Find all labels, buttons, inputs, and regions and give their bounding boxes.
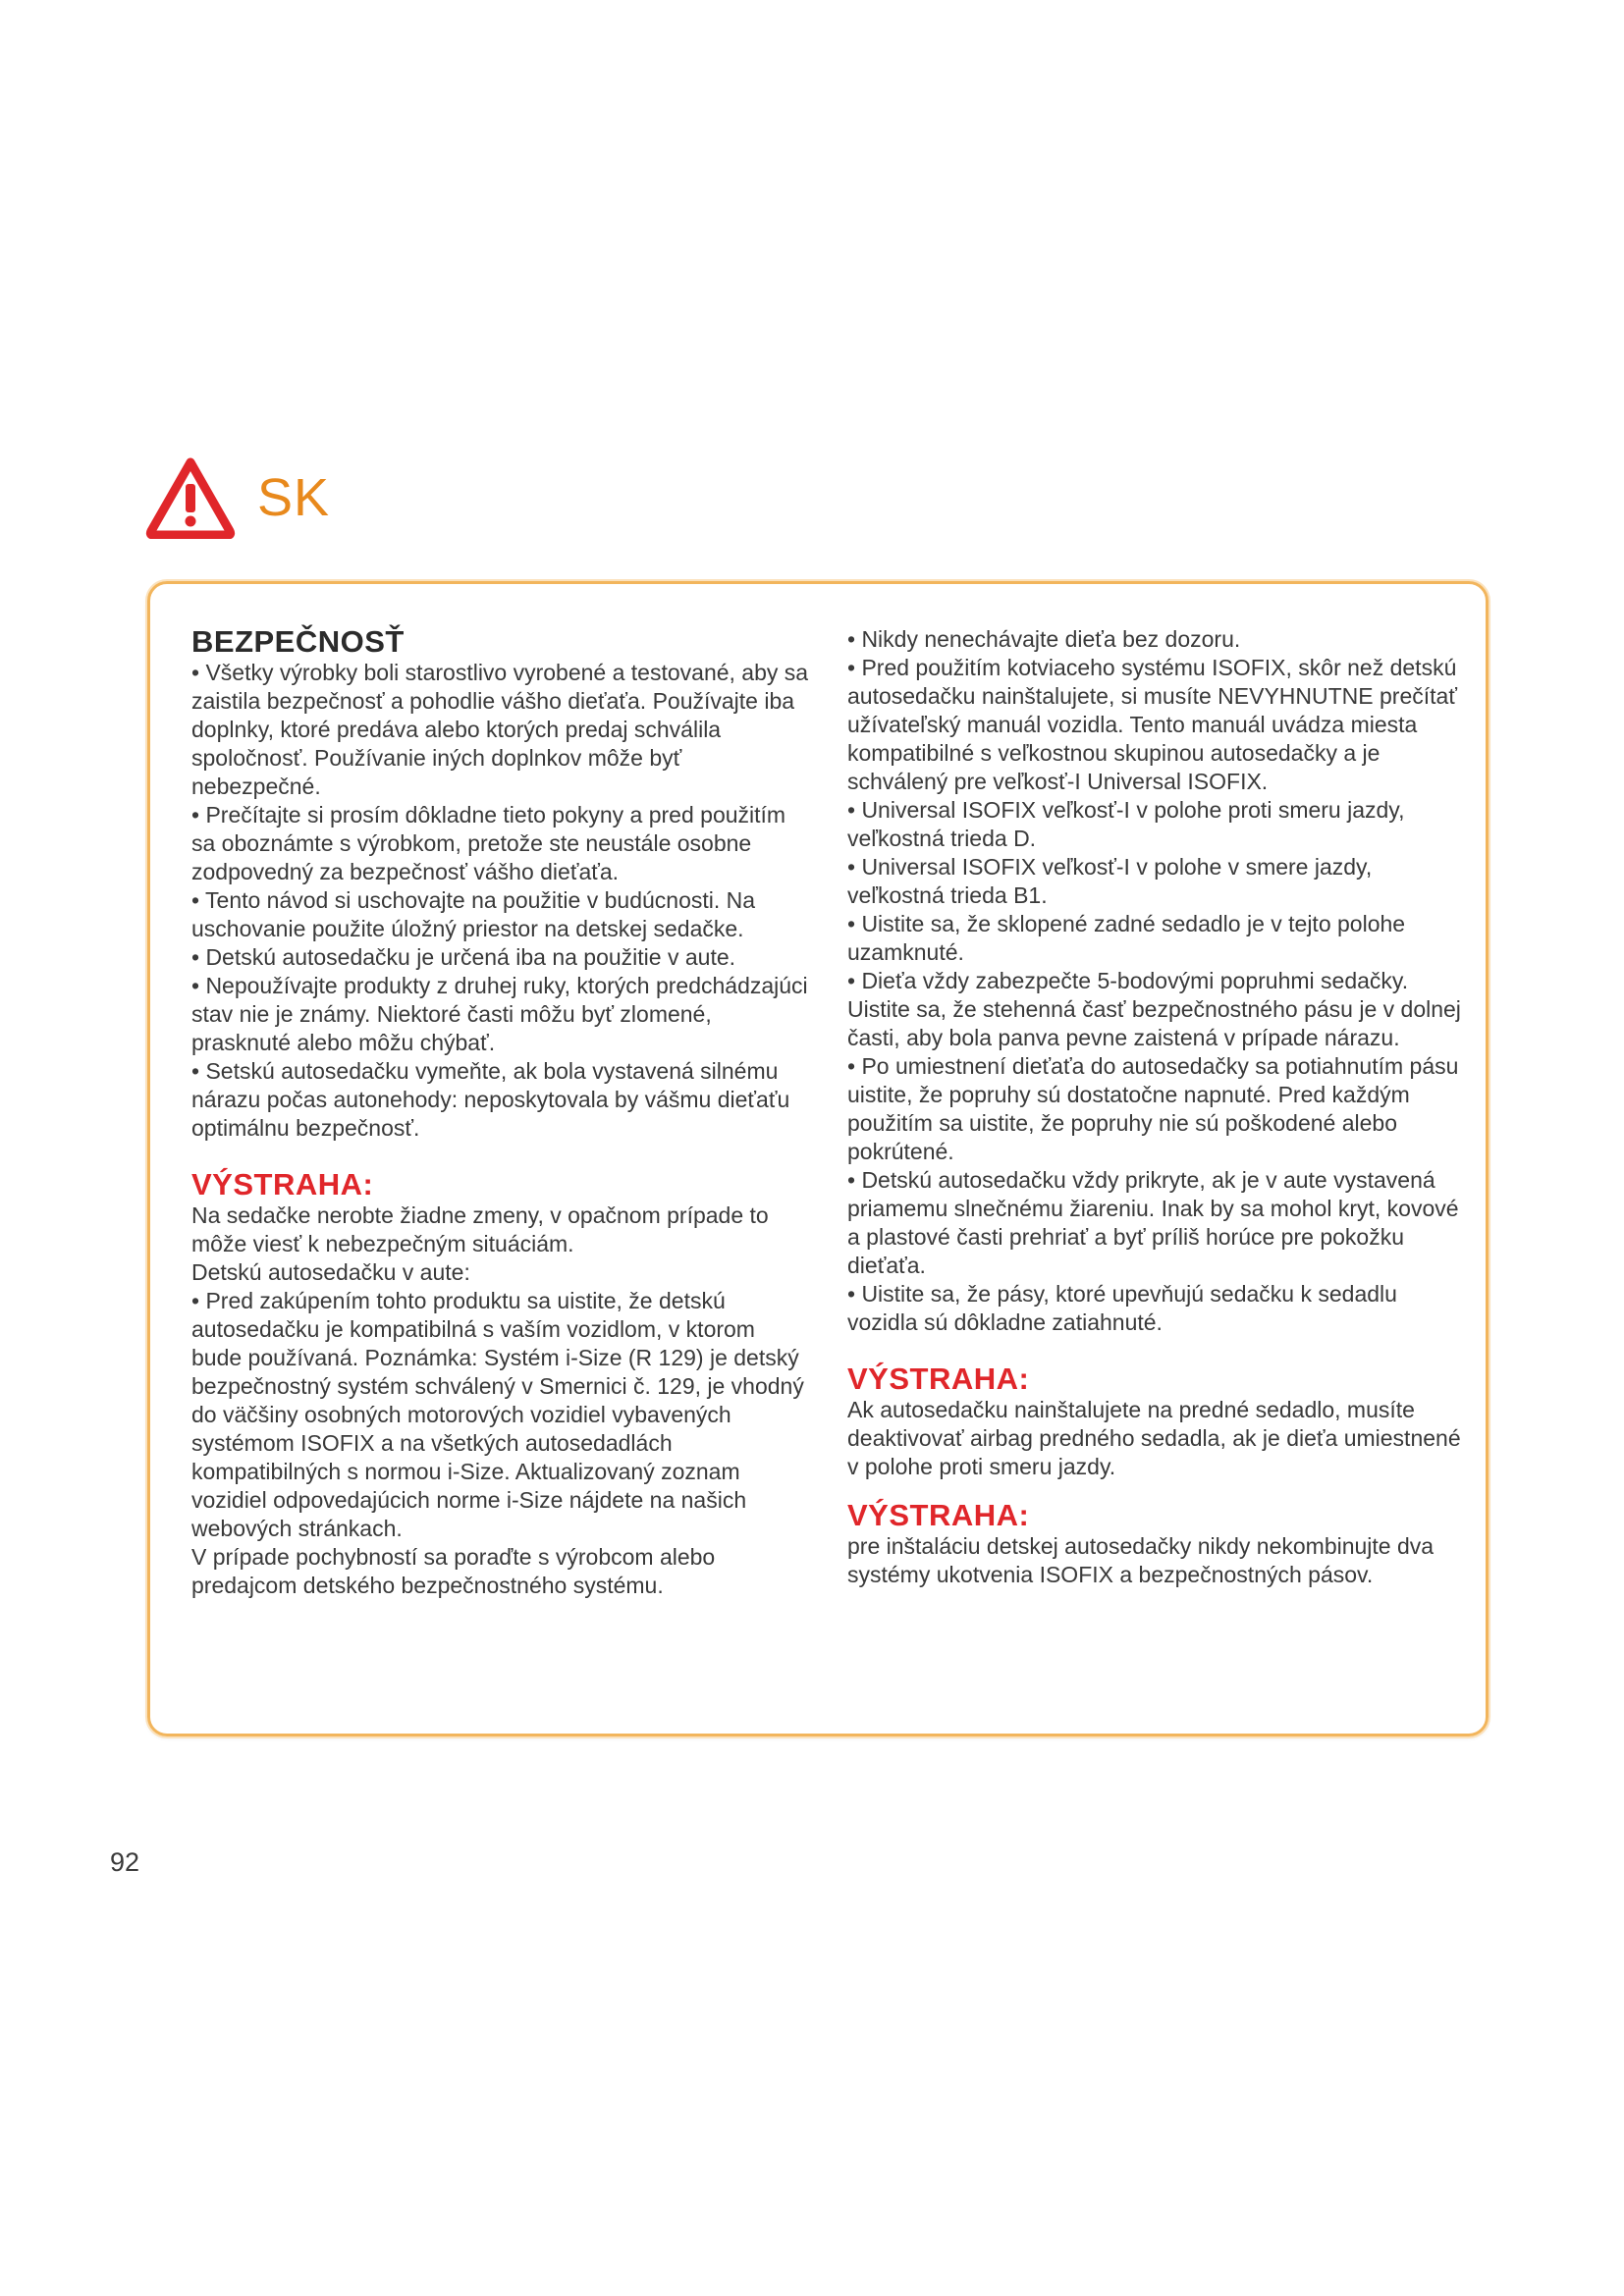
page-number: 92 — [110, 1847, 140, 1877]
warning-paragraph: V prípade pochybností sa poraďte s výrobcom alebo predajcom detského bezpečnostného systému. — [191, 1544, 716, 1598]
safety-paragraph: • Prečítajte si prosím dôkladne tieto pokyny a pred použitím sa oboznámte s výrobkom, pretože ste neustále osobne zodpovedný za bezpečnosť vášho dieťaťa. — [191, 802, 786, 884]
warning-paragraph: Ak autosedačku nainštalujete na predné sedadlo, musíte deaktivovať airbag predného sedadla, ak je dieťa umiestnené v polohe proti smeru jazdy. — [847, 1397, 1461, 1479]
left-column — [191, 625, 810, 1600]
warning-heading: VÝSTRAHA: — [191, 1167, 374, 1201]
instruction-paragraph: • Dieťa vždy zabezpečte 5-bodovými popruhmi sedačky. Uistite sa, že stehenná časť bezpečnostného pásu je v dolnej časti, aby bola panva pevne zaistená v prípade nárazu. — [847, 968, 1461, 1050]
page-header — [145, 454, 330, 542]
safety-paragraph: • Nepoužívajte produkty z druhej ruky, ktorých predchádzajúci stav nie je známy. Niektoré časti môžu byť zlomené, prasknuté alebo môžu chýbať. — [191, 973, 808, 1055]
warning-paragraph: pre inštaláciu detskej autosedačky nikdy nekombinujte dva systémy ukotvenia ISOFIX a bezpečnostných pásov. — [847, 1533, 1435, 1587]
instruction-paragraph: • Po umiestnení dieťaťa do autosedačky sa potiahnutím pásu uistite, že popruhy sú dostatočne napnuté. Pred každým použitím sa uistite, že popruhy nie sú poškodené alebo pokrútené. — [847, 1053, 1459, 1164]
safety-box — [147, 581, 1489, 1736]
warning-paragraph: Detskú autosedačku v aute: — [191, 1259, 470, 1285]
warning-paragraph: • Pred zakúpením tohto produktu sa uistite, že detskú autosedačku je kompatibilná s vaším vozidlom, v ktorom bude používaná. Poznámka: Systém i-Size (R 129) je detský bezpečnostný systém schválený v Smernici č. 129, je vhodný do väčšiny osobných motorových vozidiel vybavených systémom ISOFIX a na všetkých autosedadlách kompatibilných s normou i-Size. Aktualizovaný zoznam vozidiel odpovedajúcich norme i-Size nájdete na našich webových stránkach. — [191, 1288, 804, 1541]
instruction-paragraph: • Pred použitím kotviaceho systému ISOFIX, skôr než detskú autosedačku nainštalujete, si musíte NEVYHNUTNE prečítať užívateľský manuál vozidla. Tento manuál uvádza miesta kompatibilné s veľkostnou skupinou autosedačky a je schválený pre veľkosť-I Universal ISOFIX. — [847, 655, 1457, 794]
instruction-paragraph: • Universal ISOFIX veľkosť-I v polohe v smere jazdy, veľkostná trieda B1. — [847, 854, 1373, 908]
safety-heading: BEZPEČNOSŤ — [191, 624, 405, 659]
warning-heading: VÝSTRAHA: — [847, 1498, 1030, 1532]
safety-paragraph: • Tento návod si uschovajte na použitie v budúcnosti. Na uschovanie použite úložný priestor na detskej sedačke. — [191, 887, 756, 941]
warning-heading: VÝSTRAHA: — [847, 1362, 1030, 1396]
safety-paragraph: • Setskú autosedačku vymeňte, ak bola vystavená silnému nárazu počas autonehody: neposkytovala by vášmu dieťaťu optimálnu bezpečnosť. — [191, 1058, 790, 1141]
safety-paragraph: • Všetky výrobky boli starostlivo vyrobené a testované, aby sa zaistila bezpečnosť a pohodlie vášho dieťaťa. Používajte iba doplnky, ktoré predáva alebo ktorých predaj schválila spoločnosť. Používanie iných doplnkov môže byť nebezpečné. — [191, 660, 809, 799]
instruction-paragraph: • Universal ISOFIX veľkosť-I v polohe proti smeru jazdy, veľkostná trieda D. — [847, 797, 1405, 851]
instruction-paragraph: • Detskú autosedačku vždy prikryte, ak je v aute vystavená priamemu slnečnému žiareniu. Inak by sa mohol kryt, kovové a plastové časti prehriať a byť príliš horúce pre pokožku dieťaťa. — [847, 1167, 1459, 1278]
right-column — [847, 625, 1461, 1589]
warning-triangle-icon — [145, 456, 236, 539]
language-code: SK — [257, 468, 331, 527]
safety-paragraph: • Detskú autosedačku je určená iba na použitie v aute. — [191, 944, 736, 970]
warning-paragraph: Na sedačke nerobte žiadne zmeny, v opačnom prípade to môže viesť k nebezpečným situáciám. — [191, 1202, 769, 1256]
instruction-paragraph: • Uistite sa, že sklopené zadné sedadlo je v tejto polohe uzamknuté. — [847, 911, 1406, 965]
instruction-paragraph: • Nikdy nenechávajte dieťa bez dozoru. — [847, 626, 1241, 652]
instruction-paragraph: • Uistite sa, že pásy, ktoré upevňujú sedačku k sedadlu vozidla sú dôkladne zatiahnuté. — [847, 1281, 1397, 1335]
